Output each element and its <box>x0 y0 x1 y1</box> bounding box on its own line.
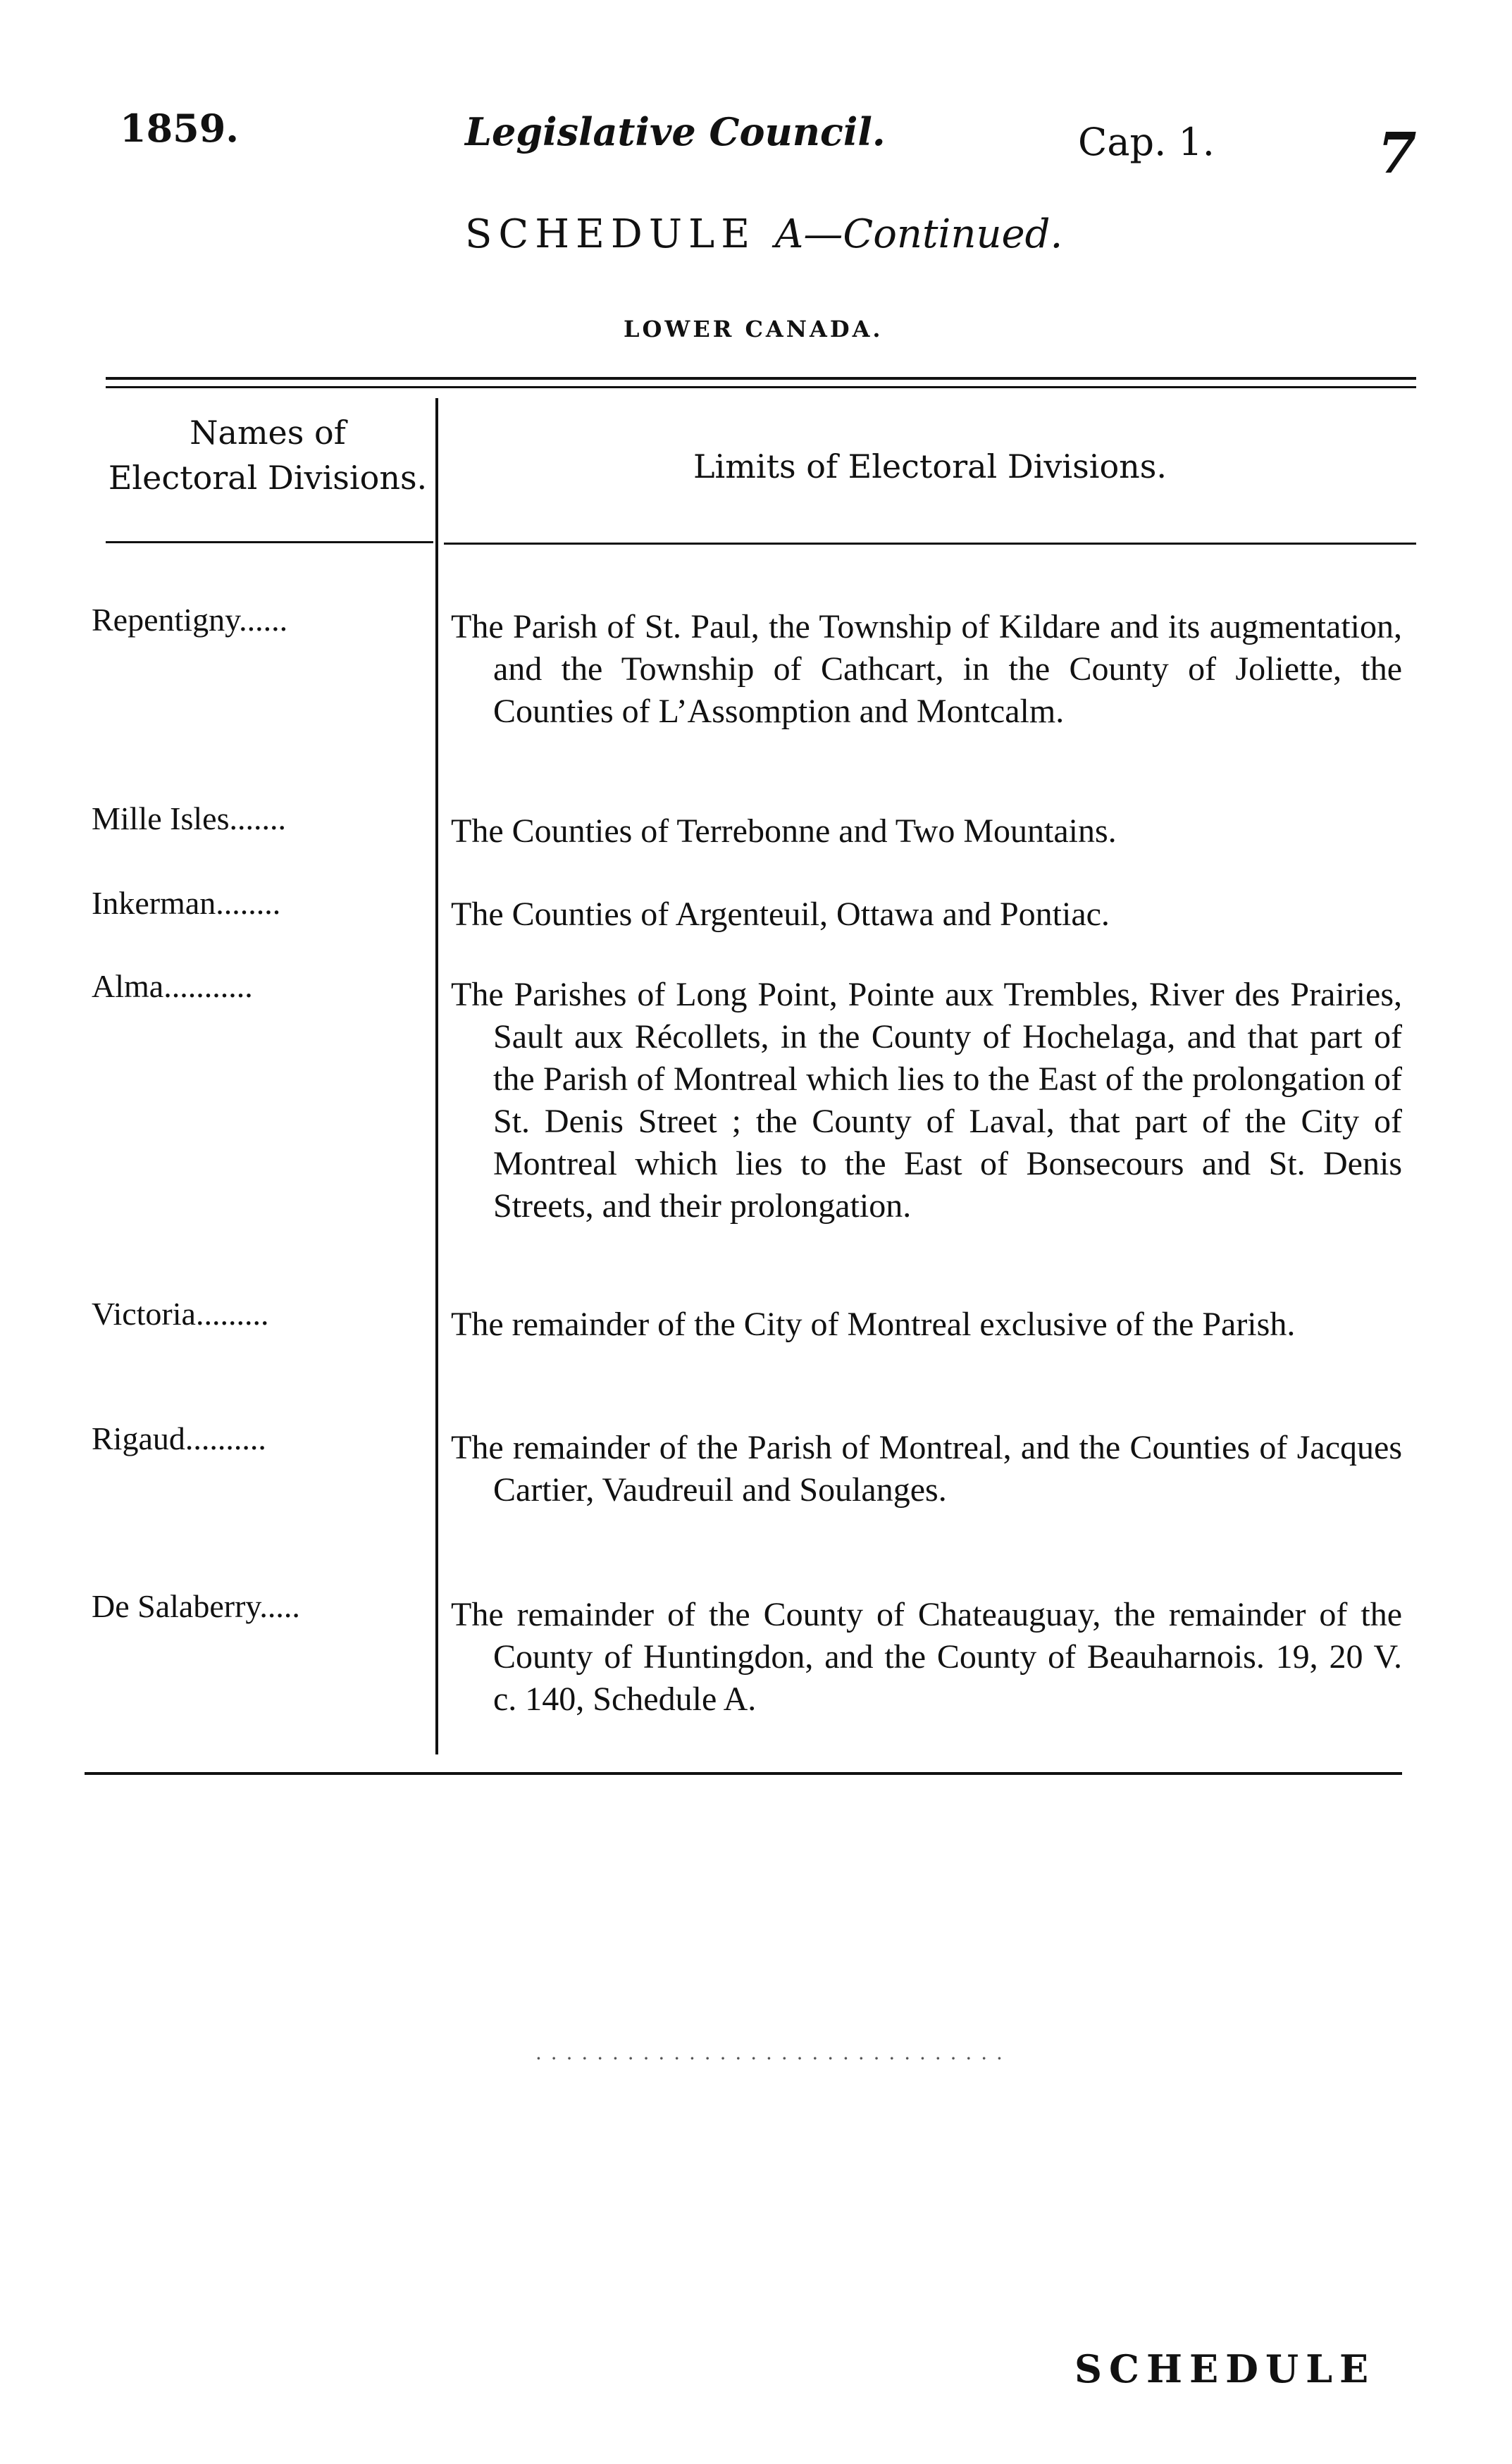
table-row-name: Mille Isles....... <box>92 800 286 836</box>
table-row-limits <box>451 1427 1402 1511</box>
table-row-limits <box>451 810 1402 853</box>
printers-ornament: · · · · · · · · · · · · · · · · · · · · · · · · · · · · · · · <box>535 2047 1004 2070</box>
col-header-limits: Limits of Electoral Divisions. <box>693 447 1167 485</box>
table-bottom-rule <box>85 1772 1402 1775</box>
table-row-name: Alma........... <box>92 968 253 1004</box>
table-row-limits <box>451 974 1402 1227</box>
limits-text: The remainder of the City of Montreal exclusive of the Parish. <box>451 1306 1296 1343</box>
catchword: SCHEDULE <box>1074 2346 1376 2391</box>
table-row-name: Rigaud.......... <box>92 1420 266 1456</box>
schedule-title: SCHEDULE <box>465 211 757 257</box>
table-row-name: Victoria......... <box>92 1296 269 1332</box>
table-top-rule-1 <box>106 377 1416 380</box>
schedule-continued: A—Continued. <box>774 211 1063 257</box>
limits-text: The remainder of the County of Chateauguay, the remainder of the County of Huntingdon, and the County of Beauharnois. 19, 20 V. c. 140, Schedule A. <box>451 1596 1402 1718</box>
header-title: Legislative Council. <box>465 109 886 154</box>
limits-text: The remainder of the Parish of Montreal, and the Counties of Jacques Cartier, Vaudreuil and Soulanges. <box>451 1429 1402 1509</box>
table-row-limits <box>451 893 1402 936</box>
table-row-limits <box>451 606 1402 733</box>
header-underline-left <box>106 541 433 543</box>
column-divider <box>435 398 438 1754</box>
table-row-name: Inkerman........ <box>92 885 281 921</box>
page-number: 7 <box>1377 120 1417 186</box>
table-row-name: Repentigny...... <box>92 602 288 638</box>
col-header-names-line2: Electoral Divisions. <box>108 459 428 497</box>
limits-text: The Parishes of Long Point, Pointe aux Trembles, River des Prairies, Sault aux Récollets, in the County of Hochelaga, and that part of the Parish of Montreal which lies to the East of the prolongation of St. Denis Street ; the County of Laval, that part of the City of Montreal which lies to the East of Bonsecours and St. Denis Streets, and their prolongation. <box>451 976 1402 1225</box>
header-chapter: Cap. 1. <box>1078 120 1215 164</box>
table-top-rule-2 <box>106 386 1416 388</box>
page-header <box>0 0 1512 204</box>
limits-text: The Counties of Argenteuil, Ottawa and Pontiac. <box>451 896 1110 933</box>
table-row-name: De Salaberry..... <box>92 1588 300 1624</box>
schedule-heading <box>465 211 1062 257</box>
header-year: 1859. <box>120 106 240 151</box>
limits-text: The Counties of Terrebonne and Two Mountains. <box>451 812 1117 850</box>
col-header-names-line1: Names of <box>190 414 346 452</box>
header-underline-right <box>444 543 1416 545</box>
limits-text: The Parish of St. Paul, the Township of Kildare and its augmentation, and the Township of Cathcart, in the County of Joliette, the Counties of L’Assomption and Montcalm. <box>451 608 1402 730</box>
region-heading: LOWER CANADA. <box>624 316 884 342</box>
col-header-names <box>99 410 437 500</box>
table-row-limits <box>451 1304 1402 1346</box>
table-row-limits <box>451 1594 1402 1721</box>
